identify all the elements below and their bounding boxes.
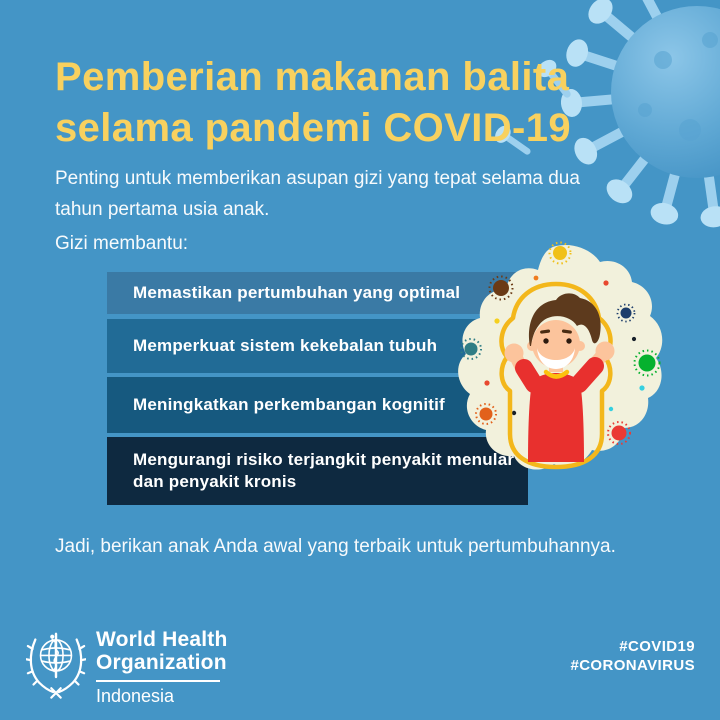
shirt (528, 373, 584, 462)
who-org-name (96, 628, 228, 674)
benefit-label: Meningkatkan perkembangan kognitif (133, 395, 445, 414)
list-heading: Gizi membantu: (55, 233, 189, 254)
who-country: Indonesia (96, 686, 175, 706)
hashtags (570, 637, 695, 675)
benefit-label: Mengurangi risiko terjangkit penyakit menular dan penyakit kronis (133, 450, 515, 491)
child-illustration (454, 240, 666, 476)
who-org-line2: Organization (96, 651, 227, 674)
title-line-2: selama pandemi COVID-19 (55, 106, 572, 150)
poster-title (55, 52, 655, 154)
who-divider (96, 680, 220, 682)
hashtag-coronavirus: #CORONAVIRUS (570, 657, 695, 674)
who-footer (0, 620, 300, 715)
benefit-label: Memastikan pertumbuhan yang optimal (133, 283, 461, 302)
who-org-line1: World Health (96, 628, 228, 651)
title-line-1: Pemberian makanan balita (55, 55, 570, 99)
who-emblem-icon (26, 624, 86, 700)
closing-text: Jadi, berikan anak Anda awal yang terbaik untuk pertumbuhannya. (55, 536, 616, 557)
intro-text: Penting untuk memberikan asupan gizi yang tepat selama dua tahun pertama usia anak. (55, 168, 580, 220)
hashtag-covid19: #COVID19 (619, 638, 695, 655)
benefit-label: Memperkuat sistem kekebalan tubuh (133, 336, 438, 355)
